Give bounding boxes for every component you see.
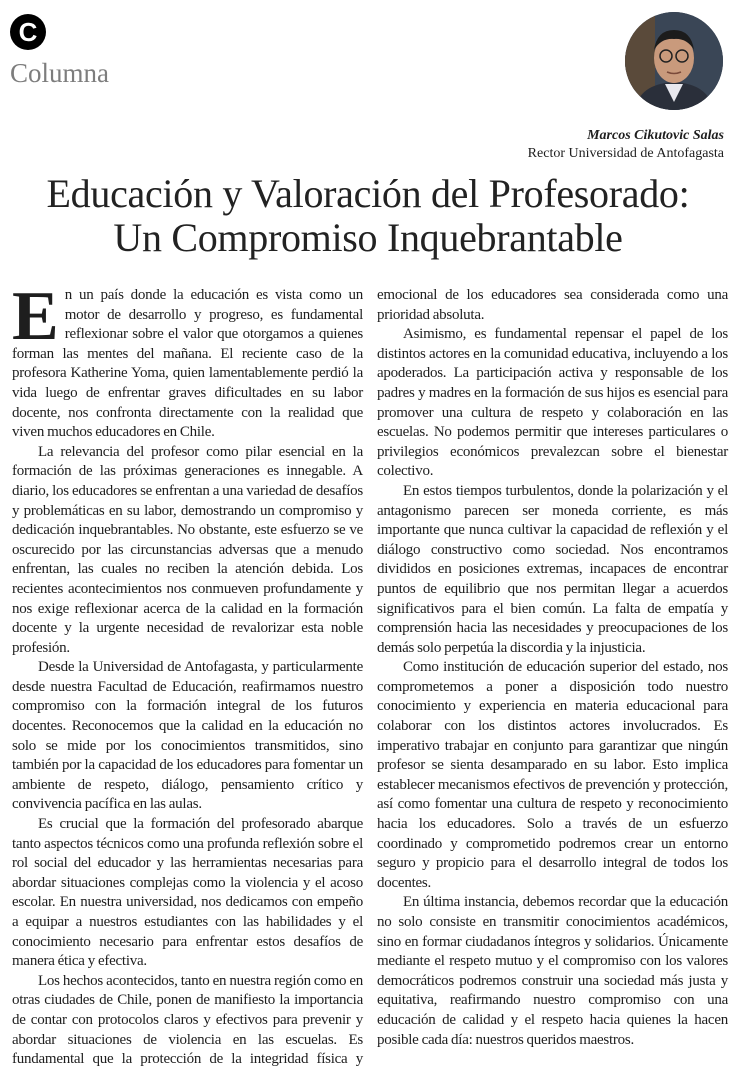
paragraph: En última instancia, debemos recordar que la educación no solo consiste en transmitir conocimientos académicos, sino en formar ciudadanos íntegros y solidarios. Únicamente mediante el respeto mutuo y el compromiso con los valores democráticos podremos construir una sociedad más justa y equitativa, reafirmando nuestro compromiso con una educación de calidad y el respeto hacia quienes la hacen posible cada día: nuestros queridos maestros. xyxy=(377,894,728,1048)
paragraph xyxy=(12,278,363,443)
byline xyxy=(528,127,724,163)
article-body xyxy=(12,278,728,1070)
paragraph: Como institución de educación superior del estado, nos comprometemos a poner a disposición todo nuestro conocimiento y experiencia en materia educacional para colaborar con los distintos actores involucrados. Es imperativo trabajar en conjunto para garantizar que ningún profesor se sienta desamparado en su labor. Esto implica establecer mecanismos efectivos de prevención y protección, así como fomentar una cultura de respeto y reconocimiento hacia los educadores. Solo a través de un esfuerzo coordinado y comprometido podremos crear un entorno seguro y propicio para el desarrollo integral de todos los docentes. xyxy=(377,659,728,891)
paragraph: Es crucial que la formación del profesorado abarque tanto aspectos técnicos como una profunda reflexión sobre el rol social del educador y las herramientas necesarias para abordar situaciones complejas como la violencia y el acoso escolar. En nuestra universidad, nos dedicamos con empeño a equipar a nuestros estudiantes con las habilidades y el conocimiento necesario para enfrentar estos desafíos de manera ética y efectiva. xyxy=(12,816,363,970)
author-role: Rector Universidad de Antofagasta xyxy=(527,146,724,161)
paragraph: Los hechos acontecidos, tanto en nuestra región como en otras ciudades de Chile, ponen de manifiesto la importancia de contar con protocolos claros y efectivos para prevenir y abordar situaciones de violencia en las escuelas. Es fundamental que la protección de la integridad física y emocional de los educadores sea considerada como una prioridad absoluta. xyxy=(12,287,728,1068)
drop-cap: E xyxy=(12,278,59,355)
paragraph-text: n un país donde la educación es vista como un motor de desarrollo y progreso, es fundamental reflexionar sobre el valor que otorgamos a quienes forman las mentes del mañana. El reciente caso de la profesora Katherine Yoma, quien lamentablemente perdió la vida luego de enfrentar graves dificultades en su labor docente, nos confronta directamente con la realidad que viven muchos educadores en Chile. xyxy=(12,287,363,441)
paragraph: En estos tiempos turbulentos, donde la polarización y el antagonismo parecen ser moneda corriente, es más importante que nunca cultivar la capacidad de reflexión y el diálogo constructivo como sociedad. Nos encontramos divididos en posiciones extremas, incapaces de encontrar puntos de equilibrio que nos permitan llegar a acuerdos significativos para el bien común. La falta de empatía y comprensión hacia las necesidades y preocupaciones de los demás solo perpetúa la discordia y la injusticia. xyxy=(377,482,728,656)
paragraph: Asimismo, es fundamental repensar el papel de los distintos actores en la comunidad educativa, incluyendo a los apoderados. La participación activa y responsable de los padres y madres en la formación de sus hijos es esencial para promover una cultura de respeto y colaboración en las escuelas. No podemos permitir que intereses particulares o privilegios económicos prevalezcan sobre el bienestar colectivo. xyxy=(377,326,728,480)
author-name: Marcos Cikutovic Salas xyxy=(587,128,724,143)
title-line-2: Un Compromiso Inquebrantable xyxy=(113,215,623,260)
column-badge-icon: C xyxy=(10,14,46,50)
author-photo xyxy=(625,12,723,110)
paragraph: La relevancia del profesor como pilar esencial en la formación de las próximas generaciones es innegable. A diario, los educadores se enfrentan a una variedad de desafíos y problemáticas en su labor, demostrando un compromiso y dedicación inquebrantables. No obstante, este esfuerzo se ve oscurecido por las circunstancias adversas que a menudo enfrentan, las cuales no reciben la atención debida. Los recientes acontecimientos nos conmueven profundamente y nos exige reflexionar acerca de la calidad en la formación docente y la urgente necesidad de revalorizar esta noble profesión. xyxy=(12,443,363,656)
title-line-1: Educación y Valoración del Profesorado: xyxy=(46,171,690,216)
author-portrait-icon xyxy=(625,12,723,110)
article-title xyxy=(0,172,736,260)
paragraph: Desde la Universidad de Antofagasta, y particularmente desde nuestra Facultad de Educación, reafirmamos nuestro compromiso con la formación integral de los futuros docentes. Reconocemos que la calidad en la educación no solo se mide por los conocimientos transmitidos, sino también por la capacidad de los educadores para fomentar un ambiente de respeto, diálogo, pensamiento crítico y convivencia pacífica en las aulas. xyxy=(12,659,363,813)
section-label: Columna xyxy=(10,58,109,88)
